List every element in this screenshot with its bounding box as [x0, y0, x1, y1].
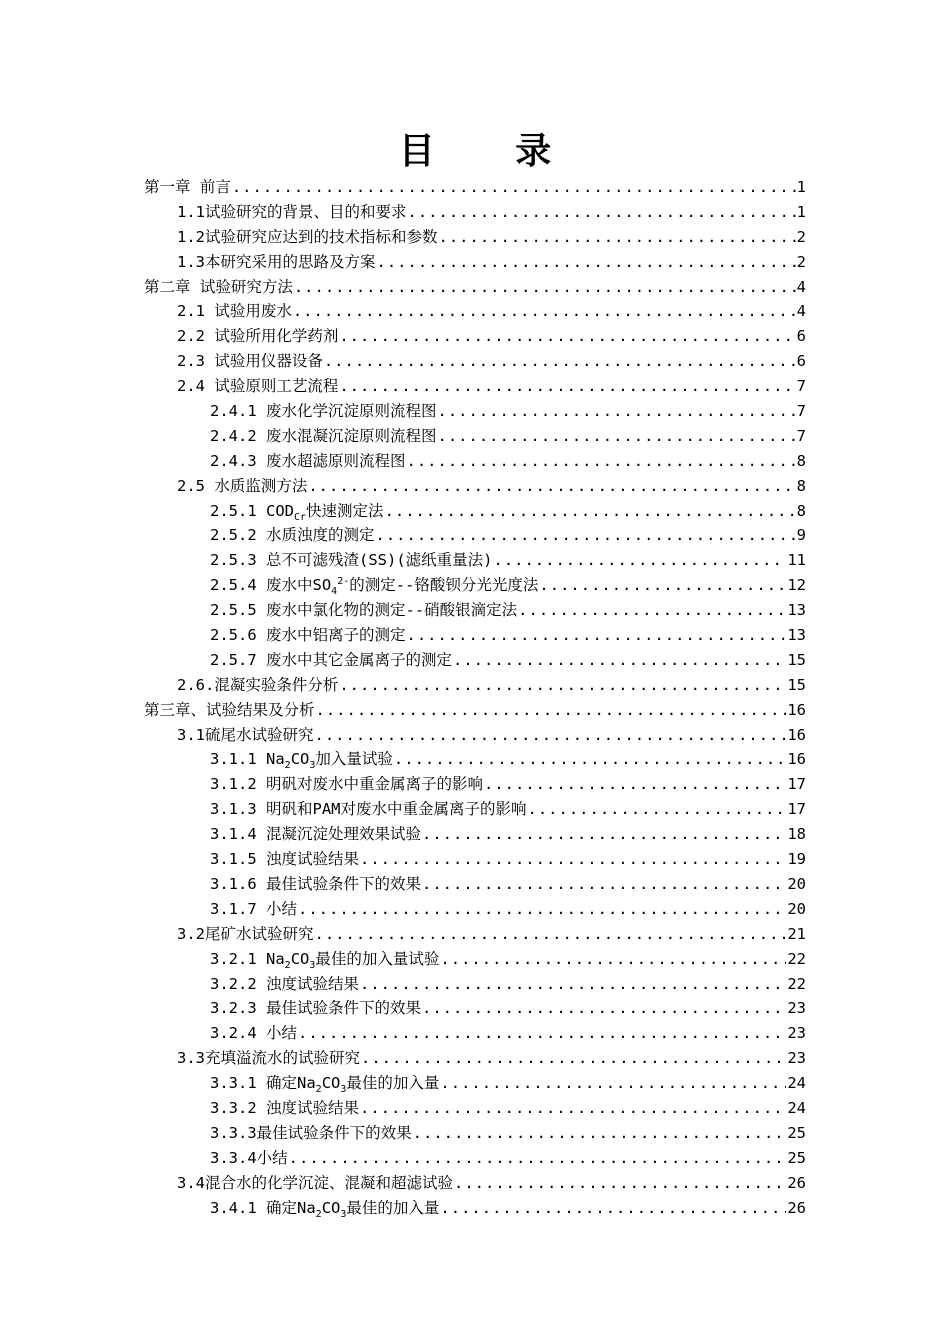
- toc-entry-label: 3.1.1 $Na_2CO_3$加入量试验: [210, 750, 393, 772]
- toc-entry-page-number: 7: [796, 377, 806, 396]
- toc-dot-leader: [440, 1196, 786, 1221]
- toc-entry-page-number: 19: [787, 850, 806, 869]
- toc-entry-page-number: 4: [796, 302, 806, 321]
- toc-dot-leader: [294, 275, 796, 300]
- toc-dot-leader: [315, 922, 787, 947]
- toc-entry[interactable]: [0, 922, 950, 947]
- toc-entry-label: 1.2试验研究应达到的技术指标和参数: [177, 227, 438, 246]
- toc-dot-leader: [308, 474, 795, 499]
- toc-entry-label: 3.2.1 $Na_2CO_3$最佳的加入量试验: [210, 949, 440, 971]
- toc-entry-page-number: 18: [787, 825, 806, 844]
- toc-dot-leader: [484, 772, 786, 797]
- toc-dot-leader: [385, 499, 796, 524]
- toc-entry[interactable]: [0, 324, 950, 349]
- toc-entry-page-number: 9: [796, 526, 806, 545]
- toc-entry[interactable]: [0, 299, 950, 324]
- toc-entry[interactable]: [0, 996, 950, 1021]
- toc-entry-label: 2.4.3 废水超滤原则流程图: [210, 451, 406, 470]
- toc-entry-page-number: 7: [796, 402, 806, 421]
- toc-entry-label: 3.1.4 混凝沉淀处理效果试验: [210, 825, 421, 844]
- toc-entry[interactable]: [0, 250, 950, 275]
- toc-dot-leader: [232, 175, 796, 200]
- toc-entry-label: 2.5.3 总不可滤残渣(SS)(滤纸重量法): [210, 551, 493, 570]
- toc-dot-leader: [438, 399, 796, 424]
- toc-entry[interactable]: [0, 772, 950, 797]
- toc-entry[interactable]: [0, 1146, 950, 1171]
- toc-entry-label: 2.5 水质监测方法: [177, 476, 308, 495]
- toc-entry-label: 3.3.1 确定$Na_2CO_3$最佳的加入量: [210, 1074, 440, 1096]
- toc-dot-leader: [324, 349, 796, 374]
- toc-dot-leader: [438, 424, 796, 449]
- toc-entry[interactable]: [0, 1171, 950, 1196]
- toc-entry-page-number: 23: [787, 1024, 806, 1043]
- toc-entry-page-number: 2: [796, 252, 806, 271]
- toc-entry[interactable]: [0, 175, 950, 200]
- toc-entry-page-number: 2: [796, 227, 806, 246]
- toc-dot-leader: [439, 225, 796, 250]
- toc-entry-label: 2.5.6 废水中铝离子的测定: [210, 626, 406, 645]
- toc-entry[interactable]: [0, 1196, 950, 1221]
- toc-entry-label: 3.1硫尾水试验研究: [177, 725, 314, 744]
- toc-dot-leader: [360, 1096, 786, 1121]
- toc-dot-leader: [339, 324, 795, 349]
- toc-entry-page-number: 4: [796, 277, 806, 296]
- toc-entry-label: 2.5.7 废水中其它金属离子的测定: [210, 650, 452, 669]
- toc-entry-page-number: 12: [787, 576, 806, 595]
- toc-entry[interactable]: [0, 200, 950, 225]
- toc-entry[interactable]: [0, 374, 950, 399]
- toc-entry-page-number: 1: [796, 202, 806, 221]
- toc-dot-leader: [407, 623, 787, 648]
- toc-entry-page-number: 24: [787, 1098, 806, 1117]
- toc-entry-page-number: 6: [796, 352, 806, 371]
- toc-entry-label: 2.4.2 废水混凝沉淀原则流程图: [210, 426, 437, 445]
- toc-entry[interactable]: [0, 822, 950, 847]
- toc-dot-leader: [360, 972, 786, 997]
- toc-entry[interactable]: [0, 747, 950, 772]
- toc-entry[interactable]: [0, 972, 950, 997]
- toc-dot-leader: [422, 996, 786, 1021]
- toc-entry-page-number: 21: [787, 924, 806, 943]
- toc-entry-page-number: 25: [787, 1148, 806, 1167]
- toc-entry-label: 3.2.4 小结: [210, 1024, 297, 1043]
- toc-dot-leader: [289, 1146, 787, 1171]
- toc-entry-page-number: 15: [787, 650, 806, 669]
- toc-dot-leader: [539, 573, 786, 598]
- toc-entry[interactable]: [0, 1121, 950, 1146]
- toc-entry-page-number: 8: [796, 451, 806, 470]
- toc-entry-page-number: 26: [787, 1173, 806, 1192]
- toc-entry-page-number: 22: [787, 974, 806, 993]
- toc-dot-leader: [518, 598, 786, 623]
- toc-dot-leader: [394, 747, 786, 772]
- toc-entry[interactable]: [0, 523, 950, 548]
- toc-entry-label: 3.1.7 小结: [210, 899, 297, 918]
- toc-entry-label: 2.6.混凝实验条件分析: [177, 675, 339, 694]
- toc-entry-label: 2.5.2 水质浊度的测定: [210, 526, 375, 545]
- table-of-contents: [0, 175, 950, 1220]
- toc-entry-page-number: 25: [787, 1123, 806, 1142]
- toc-entry-page-number: 16: [787, 750, 806, 769]
- toc-entry-label: 3.1.3 明矾和PAM对废水中重金属离子的影响: [210, 800, 527, 819]
- toc-dot-leader: [422, 822, 786, 847]
- toc-dot-leader: [298, 897, 786, 922]
- toc-entry-label: 2.5.5 废水中氯化物的测定--硝酸银滴定法: [210, 601, 518, 620]
- toc-dot-leader: [293, 299, 796, 324]
- toc-entry[interactable]: [0, 698, 950, 723]
- toc-entry[interactable]: [0, 623, 950, 648]
- toc-entry-label: 3.2.3 最佳试验条件下的效果: [210, 999, 421, 1018]
- toc-dot-leader: [361, 1046, 786, 1071]
- toc-entry[interactable]: [0, 1046, 950, 1071]
- toc-entry-page-number: 17: [787, 775, 806, 794]
- toc-entry[interactable]: [0, 947, 950, 972]
- toc-entry-label: 2.5.1 $COD_{Cr}$快速测定法: [210, 501, 384, 523]
- toc-dot-leader: [422, 872, 786, 897]
- toc-dot-leader: [360, 847, 786, 872]
- toc-dot-leader: [454, 1171, 786, 1196]
- toc-entry[interactable]: [0, 1071, 950, 1096]
- toc-entry-label: 3.2.2 浊度试验结果: [210, 974, 359, 993]
- toc-entry[interactable]: [0, 349, 950, 374]
- toc-entry-label: 1.1试验研究的背景、目的和要求: [177, 202, 407, 221]
- toc-entry-page-number: 26: [787, 1198, 806, 1217]
- toc-title: 目 录: [398, 131, 586, 172]
- toc-entry[interactable]: [0, 897, 950, 922]
- toc-entry[interactable]: [0, 449, 950, 474]
- toc-entry-page-number: 8: [796, 501, 806, 520]
- toc-entry-label: 3.4.1 确定$Na_2CO_3$最佳的加入量: [210, 1198, 440, 1220]
- toc-entry[interactable]: [0, 872, 950, 897]
- toc-dot-leader: [408, 200, 796, 225]
- toc-entry-label: 3.1.6 最佳试验条件下的效果: [210, 874, 421, 893]
- toc-entry-label: 3.1.2 明矾对废水中重金属离子的影响: [210, 775, 483, 794]
- toc-entry-page-number: 22: [787, 949, 806, 968]
- toc-entry[interactable]: [0, 847, 950, 872]
- toc-entry-label: 2.2 试验所用化学药剂: [177, 327, 339, 346]
- toc-dot-leader: [298, 1021, 786, 1046]
- toc-entry-page-number: 24: [787, 1074, 806, 1093]
- toc-entry-label: 3.1.5 浊度试验结果: [210, 850, 359, 869]
- toc-entry-page-number: 13: [787, 626, 806, 645]
- toc-entry-page-number: 7: [796, 426, 806, 445]
- toc-entry-page-number: 23: [787, 1049, 806, 1068]
- toc-entry[interactable]: [0, 275, 950, 300]
- toc-entry-label: 1.3本研究采用的思路及方案: [177, 252, 376, 271]
- toc-dot-leader: [528, 797, 787, 822]
- toc-entry-page-number: 20: [787, 899, 806, 918]
- toc-entry-page-number: 16: [787, 725, 806, 744]
- toc-dot-leader: [376, 523, 796, 548]
- toc-entry-page-number: 23: [787, 999, 806, 1018]
- toc-entry[interactable]: [0, 797, 950, 822]
- toc-entry[interactable]: [0, 673, 950, 698]
- toc-entry-label: 第三章、试验结果及分析: [144, 700, 315, 719]
- toc-entry[interactable]: [0, 648, 950, 673]
- toc-entry-page-number: 15: [787, 675, 806, 694]
- toc-dot-leader: [453, 648, 786, 673]
- toc-entry-page-number: 16: [787, 700, 806, 719]
- toc-entry-label: 3.4混合水的化学沉淀、混凝和超滤试验: [177, 1173, 453, 1192]
- toc-entry-label: 3.3充填溢流水的试验研究: [177, 1049, 360, 1068]
- toc-entry-label: 第二章 试验研究方法: [144, 277, 293, 296]
- toc-entry[interactable]: [0, 399, 950, 424]
- toc-dot-leader: [440, 947, 786, 972]
- toc-dot-leader: [440, 1071, 786, 1096]
- toc-entry-page-number: 17: [787, 800, 806, 819]
- toc-entry-page-number: 20: [787, 874, 806, 893]
- toc-entry[interactable]: [0, 499, 950, 524]
- toc-entry[interactable]: [0, 225, 950, 250]
- toc-entry-label: 3.3.3最佳试验条件下的效果: [210, 1123, 412, 1142]
- toc-entry[interactable]: [0, 1096, 950, 1121]
- toc-dot-leader: [339, 374, 795, 399]
- toc-entry-label: 2.1 试验用废水: [177, 302, 292, 321]
- toc-dot-leader: [316, 698, 787, 723]
- toc-entry[interactable]: [0, 723, 950, 748]
- toc-entry-page-number: 11: [787, 551, 806, 570]
- toc-dot-leader: [413, 1121, 787, 1146]
- toc-entry-label: 第一章 前言: [144, 178, 231, 196]
- toc-entry-page-number: 6: [796, 327, 806, 346]
- toc-entry[interactable]: [0, 424, 950, 449]
- toc-dot-leader: [315, 723, 787, 748]
- toc-entry-page-number: 13: [787, 601, 806, 620]
- toc-entry-page-number: 8: [796, 476, 806, 495]
- toc-dot-leader: [339, 673, 786, 698]
- toc-dot-leader: [493, 548, 786, 573]
- toc-entry-label: 3.2尾矿水试验研究: [177, 924, 314, 943]
- toc-entry[interactable]: [0, 1021, 950, 1046]
- toc-entry[interactable]: [0, 573, 950, 598]
- toc-entry-label: 2.5.4 废水中$SO_4^{2-}$的测定--铬酸钡分光光度法: [210, 576, 539, 598]
- toc-entry[interactable]: [0, 598, 950, 623]
- toc-entry-page-number: 1: [796, 178, 806, 196]
- toc-entry-label: 2.4.1 废水化学沉淀原则流程图: [210, 402, 437, 421]
- toc-entry-label: 3.3.4小结: [210, 1148, 288, 1167]
- toc-entry-label: 2.3 试验用仪器设备: [177, 352, 323, 371]
- toc-entry-label: 3.3.2 浊度试验结果: [210, 1098, 359, 1117]
- toc-dot-leader: [377, 250, 796, 275]
- toc-entry[interactable]: [0, 474, 950, 499]
- toc-entry[interactable]: [0, 548, 950, 573]
- toc-entry-label: 2.4 试验原则工艺流程: [177, 377, 339, 396]
- toc-dot-leader: [407, 449, 796, 474]
